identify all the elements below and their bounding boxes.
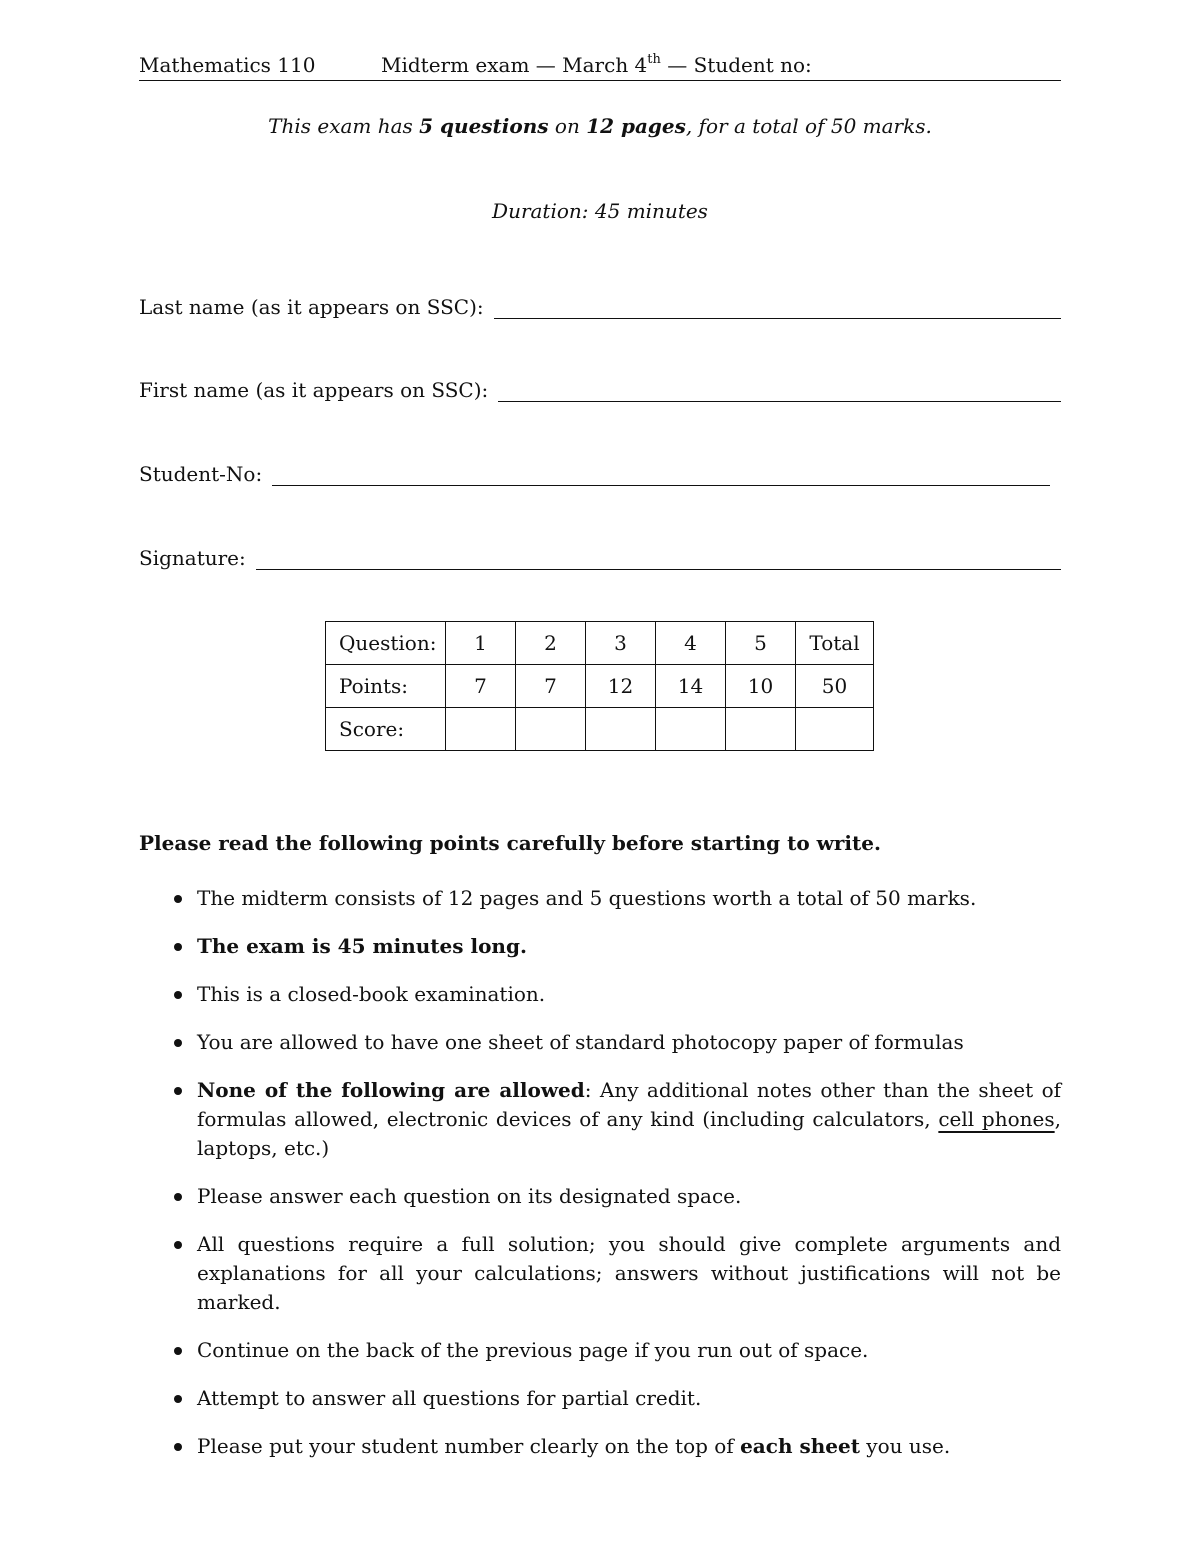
points-row: [326, 665, 874, 708]
bullet-icon: [174, 1347, 182, 1355]
question-row: [326, 622, 874, 665]
signature-label: Signature:: [139, 546, 246, 570]
first-name-blank[interactable]: [498, 385, 1061, 402]
question-count: 5 questions: [419, 114, 549, 138]
list-item: [139, 1230, 1061, 1317]
bullet-icon: [174, 1039, 182, 1047]
first-name-field[interactable]: [139, 378, 1061, 402]
date-suffix: th: [647, 52, 661, 67]
points-cell: 7: [516, 665, 586, 708]
page-header: [139, 50, 1061, 81]
score-cell[interactable]: [586, 708, 656, 751]
first-name-label: First name (as it appears on SSC):: [139, 378, 489, 402]
exam-cover-page: [139, 0, 1061, 1553]
exam-duration: Duration: 45 minutes: [492, 199, 708, 223]
summary-text: on: [548, 114, 587, 138]
bullet-icon: [174, 943, 182, 951]
instruction-text: , laptops, etc.): [197, 1107, 1061, 1160]
score-row: [326, 708, 874, 751]
instruction-text: All questions require a full solution; you should give complete arguments and explanations for all your calculations; answers without justifications will not be marked.: [197, 1232, 1061, 1314]
instruction-text: Please answer each question on its designated space.: [197, 1184, 742, 1208]
bullet-icon: [174, 1443, 182, 1451]
score-cell[interactable]: [446, 708, 516, 751]
instruction-emphasis: None of the following are allowed: [197, 1078, 585, 1102]
points-cell: 7: [446, 665, 516, 708]
score-cell[interactable]: [726, 708, 796, 751]
instruction-text: Continue on the back of the previous page if you run out of space.: [197, 1338, 869, 1362]
course-name: Mathematics 110: [139, 53, 316, 77]
list-item: [139, 932, 1061, 961]
question-cell: 2: [516, 622, 586, 665]
bullet-icon: [174, 991, 182, 999]
bullet-icon: [174, 1087, 182, 1095]
instruction-text: This is a closed-book examination.: [197, 982, 546, 1006]
instructions-title: Please read the following points carefully before starting to write.: [139, 831, 881, 855]
list-item: [139, 1336, 1061, 1365]
question-total-header: Total: [796, 622, 874, 665]
student-no-field[interactable]: [139, 462, 1050, 486]
bullet-icon: [174, 895, 182, 903]
list-item: [139, 1028, 1061, 1057]
points-cell: 12: [586, 665, 656, 708]
score-row-label: Score:: [326, 708, 446, 751]
last-name-field[interactable]: [139, 295, 1061, 319]
score-cell[interactable]: [516, 708, 586, 751]
score-total-cell[interactable]: [796, 708, 874, 751]
instruction-underlined: cell phones: [938, 1107, 1055, 1131]
signature-blank[interactable]: [256, 553, 1061, 570]
summary-text: , for a total of 50 marks.: [685, 114, 932, 138]
instruction-text: The exam is 45 minutes long.: [197, 934, 527, 958]
list-item: [139, 980, 1061, 1009]
student-no-field-label: Student-No:: [139, 462, 263, 486]
bullet-icon: [174, 1241, 182, 1249]
list-item: [139, 1182, 1061, 1211]
points-total-cell: 50: [796, 665, 874, 708]
question-cell: 5: [726, 622, 796, 665]
list-item: [139, 1076, 1061, 1163]
last-name-label: Last name (as it appears on SSC):: [139, 295, 484, 319]
score-cell[interactable]: [656, 708, 726, 751]
instruction-text: : Any additional notes other than the sheet of formulas allowed, electronic devices of any kind (including calculators,: [197, 1078, 1062, 1131]
page-count: 12 pages: [586, 114, 686, 138]
instruction-text: You are allowed to have one sheet of standard photocopy paper of formulas: [197, 1030, 964, 1054]
points-cell: 10: [726, 665, 796, 708]
points-row-label: Points:: [326, 665, 446, 708]
instruction-text: you use.: [859, 1434, 951, 1458]
bullet-icon: [174, 1193, 182, 1201]
list-item: [139, 1432, 1061, 1461]
question-cell: 3: [586, 622, 656, 665]
exam-date: Midterm exam — March 4: [381, 53, 648, 77]
exam-summary: [139, 114, 1061, 138]
points-cell: 14: [656, 665, 726, 708]
question-cell: 4: [656, 622, 726, 665]
bullet-icon: [174, 1395, 182, 1403]
question-cell: 1: [446, 622, 516, 665]
student-no-label: — Student no:: [660, 53, 812, 77]
instructions-list: [139, 884, 1061, 1480]
instruction-emphasis: each sheet: [740, 1434, 860, 1458]
instruction-text: Attempt to answer all questions for partial credit.: [197, 1386, 702, 1410]
question-row-label: Question:: [326, 622, 446, 665]
last-name-blank[interactable]: [494, 302, 1061, 319]
grading-table: [325, 621, 874, 751]
student-no-blank[interactable]: [272, 469, 1050, 486]
instruction-text: The midterm consists of 12 pages and 5 questions worth a total of 50 marks.: [197, 886, 977, 910]
instruction-text: Please put your student number clearly on the top of: [197, 1434, 741, 1458]
exam-info: [381, 53, 812, 77]
list-item: [139, 1384, 1061, 1413]
list-item: [139, 884, 1061, 913]
summary-text: This exam has: [268, 114, 420, 138]
signature-field[interactable]: [139, 546, 1061, 570]
